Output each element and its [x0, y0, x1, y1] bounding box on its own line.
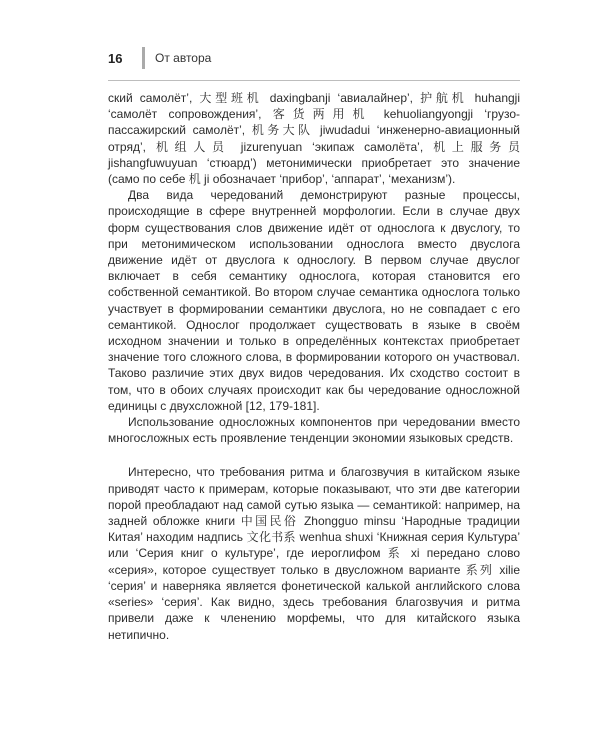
page-number: 16	[108, 50, 123, 66]
paragraph: Интересно, что требования ритма и благозвучия в китайском языке приводят часто к примерам, которые показывают, что эти две категории порой преобладают над самой сутью языка — семантикой: например, на задней обложке книги 中国民俗 Zhongguo minsu ‘Народные традиции Китая’ находим надпись 文化书系 wenhua shuxi ‘Книжная серия Культура’ или ‘Серия книг о культуре’, где иероглифом 系 xi передано слово «серия», которое существует только в двусложном варианте 系列 xilie ‘серия’ и наверняка является фонетической калькой английского слова «series» ‘серия’. Как видно, здесь требования благозвучия и ритма привели даже к членению морфемы, что для китайского языка нетипично.	[108, 465, 520, 642]
paragraph: Два вида чередований демонстрируют разные процессы, происходящие в сфере внутренней морфологии. Если в случае двух форм существования слов движение идёт от однослога к двуслогу, то при метонимическом использовании однослога вместо двуслога движение идёт от двуслога к однослогу. В первом случае двуслог включает в себя семантику однослога, которая становится его собственной семантикой. Во втором случае семантика однослога только участвует в формировании семантики двуслога, но не совпадает с его семантикой. Однослог продолжает существовать в языке в своём исходном значении и только в определённых контекстах приобретает значение того сложного слова, в формировании которого он участвовал. Таково различие этих двух видов чередования. Их сходство состоит в том, что в обоих случаях происходит как бы чередование односложной единицы с двухсложной [12, 179-181].	[108, 188, 520, 413]
paragraph-continued: ский самолёт’, 大型班机 daxingbanji ‘авиалайнер’, 护航机 huhangji ‘самолёт сопровождения’, 客货两用机 kehuoliangyongji ‘грузо-пассажирский самолёт’, 机务大队 jiwudadui ‘инженерно-авиационный отряд’, 机组人员 jizurenyuan ‘экипаж самолёта’, 机上服务员 jishangfuwuyuan ‘стюард’) метонимически приобретает это значение (само по себе 机 ji обозначает ‘прибор’, ‘аппарат’, ‘механизм’).	[108, 91, 520, 187]
paragraph: Использование односложных компонентов при чередовании вместо многосложных есть проявление тенденции экономии языковых средств.	[108, 415, 520, 446]
header-rule	[108, 80, 520, 81]
page-header	[108, 46, 211, 70]
header-divider	[142, 47, 145, 69]
running-title: От автора	[155, 51, 212, 65]
section-gap	[108, 446, 520, 464]
body-text	[108, 90, 520, 643]
